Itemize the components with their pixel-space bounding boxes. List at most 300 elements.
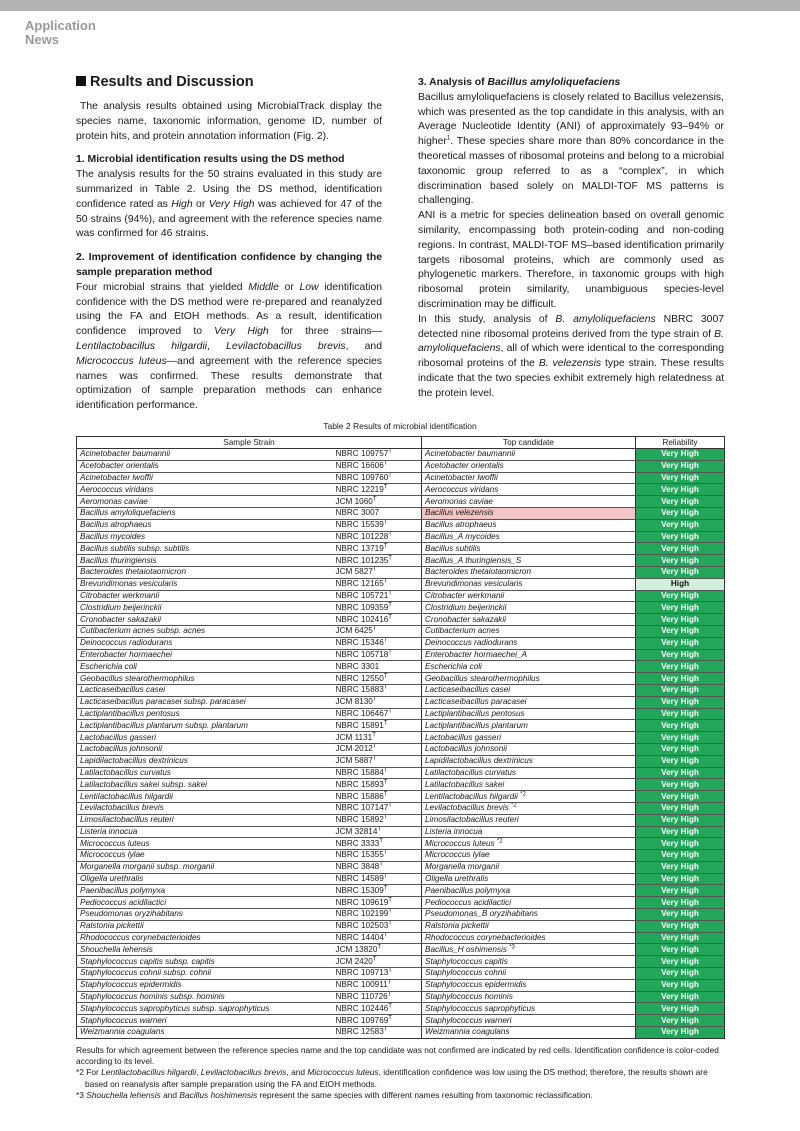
cell-strain-id: JCM $13820^T$ — [333, 944, 422, 956]
type-strain-mark: T — [383, 460, 388, 467]
type-strain-mark: T — [383, 873, 388, 880]
cell-strain-id: NBRC $101228^T$ — [333, 531, 422, 543]
table-row — [77, 519, 725, 531]
cell-sample-species: Micrococcus luteus — [77, 838, 333, 850]
cell-reliability: Very High — [636, 802, 725, 814]
cell-reliability: Very High — [636, 838, 725, 850]
cell-sample-species: Escherichia coli — [77, 661, 333, 673]
type-strain-mark: T — [388, 896, 392, 903]
table-row — [77, 897, 725, 909]
cell-strain-id: JCM $2012^T$ — [333, 743, 422, 755]
cell-sample-species: Staphylococcus capitis subsp. capitis — [77, 956, 333, 968]
cell-reliability: Very High — [636, 566, 725, 578]
cell-reliability: Very High — [636, 543, 725, 555]
cell-top-candidate: Aeromonas caviae — [422, 496, 636, 508]
cell-top-candidate: Cutibacterium acnes — [422, 625, 636, 637]
cell-top-candidate: Lapidilactobacillus dextrinicus — [422, 755, 636, 767]
type-strain-mark: T — [383, 790, 388, 797]
table-header-row — [77, 437, 725, 449]
table-row — [77, 696, 725, 708]
table-row — [77, 449, 725, 461]
cell-top-candidate: Acinetobacter lwoffii — [422, 472, 636, 484]
cell-strain-id: NBRC $110726^T$ — [333, 991, 422, 1003]
cell-reliability: Very High — [636, 649, 725, 661]
application-news-label: Application News — [25, 18, 96, 47]
cell-reliability: Very High — [636, 873, 725, 885]
cell-reliability: High — [636, 578, 725, 590]
type-strain-mark: T — [372, 625, 377, 632]
cell-reliability: Very High — [636, 708, 725, 720]
cell-strain-id: JCM $2420^T$ — [333, 956, 422, 968]
cell-reliability: Very High — [636, 531, 725, 543]
cell-strain-id: JCM $5827^T$ — [333, 566, 422, 578]
cell-top-candidate: Escherichia coli — [422, 661, 636, 673]
cell-sample-species: Lentilactobacillus hilgardii — [77, 791, 333, 803]
square-bullet-icon — [76, 76, 86, 86]
type-strain-mark: T — [383, 778, 388, 785]
cell-sample-species: Deinococcus radiodurans — [77, 637, 333, 649]
cell-top-candidate: Ralstonia pickettii — [422, 920, 636, 932]
cell-sample-species: Latilactobacillus sakei subsp. sakei — [77, 779, 333, 791]
type-strain-mark: T — [388, 649, 392, 656]
cell-top-candidate: Staphylococcus warneri — [422, 1015, 636, 1027]
cell-strain-id: NBRC $106467^T$ — [333, 708, 422, 720]
cell-sample-species: Bacillus subtilis subsp. subtilis — [77, 543, 333, 555]
cell-reliability: Very High — [636, 555, 725, 567]
cell-top-candidate: Staphylococcus saprophyticus — [422, 1003, 636, 1015]
table-row — [77, 637, 725, 649]
cell-reliability: Very High — [636, 1027, 725, 1039]
cell-strain-id: NBRC $3333^T$ — [333, 838, 422, 850]
type-strain-mark: T — [372, 495, 377, 502]
cell-top-candidate: Citrobacter werkmanii — [422, 590, 636, 602]
table-row — [77, 956, 725, 968]
table-row — [77, 873, 725, 885]
table-caption: Table 2 Results of microbial identification — [323, 421, 477, 431]
cell-reliability: Very High — [636, 673, 725, 685]
cell-strain-id: JCM $8130^T$ — [333, 696, 422, 708]
footnote-mark: *3 — [509, 944, 515, 951]
cell-reliability: Very High — [636, 614, 725, 626]
type-strain-mark: T — [383, 814, 388, 821]
cell-reliability: Very High — [636, 991, 725, 1003]
cell-sample-species: Bacillus thuringiensis — [77, 555, 333, 567]
left-column — [76, 72, 382, 414]
cell-reliability: Very High — [636, 484, 725, 496]
cell-reliability: Very High — [636, 460, 725, 472]
table-row — [77, 826, 725, 838]
table-row — [77, 578, 725, 590]
type-strain-mark: T — [388, 708, 392, 715]
cell-reliability: Very High — [636, 956, 725, 968]
type-strain-mark: T — [377, 944, 382, 951]
cell-reliability: Very High — [636, 496, 725, 508]
cell-top-candidate: Lactobacillus gasseri — [422, 732, 636, 744]
cell-reliability: Very High — [636, 861, 725, 873]
type-strain-mark: T — [383, 578, 388, 585]
table-row — [77, 814, 725, 826]
cell-top-candidate: Acetobacter orientalis — [422, 460, 636, 472]
cell-strain-id: NBRC $109713^T$ — [333, 968, 422, 980]
cell-sample-species: Morganella morganii subsp. morganii — [77, 861, 333, 873]
top-bar — [0, 0, 800, 11]
table-row — [77, 944, 725, 956]
cell-top-candidate: Bacillus subtilis — [422, 543, 636, 555]
table-row — [77, 625, 725, 637]
cell-strain-id: NBRC $105721^T$ — [333, 590, 422, 602]
cell-top-candidate: Listeria innocua — [422, 826, 636, 838]
cell-sample-species: Ralstonia pickettii — [77, 920, 333, 932]
cell-top-candidate: Limosilactobacillus reuteri — [422, 814, 636, 826]
table-row — [77, 968, 725, 980]
cell-sample-species: Lactobacillus johnsonii — [77, 743, 333, 755]
cell-sample-species: Staphylococcus cohnii subsp. cohnii — [77, 968, 333, 980]
cell-top-candidate: Latilactobacillus curvatus — [422, 767, 636, 779]
cell-reliability: Very High — [636, 826, 725, 838]
table-row — [77, 460, 725, 472]
cell-sample-species: Cutibacterium acnes subsp. acnes — [77, 625, 333, 637]
subsection-3-paragraph-2: ANI is a metric for species delineation based on overall genomic similarity, encompassing both protein-coding and non-coding regions. In contrast, MALDI-TOF MS–based identification primarily targets ribosomal proteins, which are commonly used as phylogenetic markers. Therefore, in taxonomic groups with high ribosomal protein similarity, unambiguous species-level discrimination may be difficult. — [418, 210, 724, 310]
cell-sample-species: Bacteroides thetaiotaomicron — [77, 566, 333, 578]
cell-top-candidate: Paenibacillus polymyxa — [422, 885, 636, 897]
cell-strain-id: NBRC $15884^T$ — [333, 767, 422, 779]
cell-reliability: Very High — [636, 897, 725, 909]
cell-sample-species: Paenibacillus polymyxa — [77, 885, 333, 897]
cell-reliability: Very High — [636, 696, 725, 708]
type-strain-mark: T — [383, 637, 388, 644]
cell-strain-id: JCM $1131^T$ — [333, 732, 422, 744]
cell-sample-species: Acetobacter orientalis — [77, 460, 333, 472]
type-strain-mark: T — [388, 554, 392, 561]
table-row — [77, 614, 725, 626]
cell-strain-id: NBRC $12550^T$ — [333, 673, 422, 685]
table-row — [77, 484, 725, 496]
type-strain-mark: T — [383, 543, 388, 550]
type-strain-mark: T — [383, 932, 388, 939]
cell-reliability: Very High — [636, 720, 725, 732]
table-row — [77, 802, 725, 814]
cell-strain-id: NBRC $14589^T$ — [333, 873, 422, 885]
type-strain-mark: T — [388, 590, 392, 597]
table-row — [77, 838, 725, 850]
subsection-2-paragraph: Four microbial strains that yielded Middle or Low identification confidence with the DS method were re-prepared and reanalyzed using the FA and EtOH methods. As a result, identification confidence improved to Very High for three strains—Lentilactobacillus hilgardii, Levilactobacillus brevis, and Micrococcus luteus—and agreement with the reference species names was confirmed. These results demonstrate that optimization of sample preparation methods can enhance identification performance. — [76, 281, 383, 412]
table-row — [77, 767, 725, 779]
type-strain-mark: T — [388, 613, 392, 620]
cell-strain-id: NBRC $15539^T$ — [333, 519, 422, 531]
cell-sample-species: Bacillus atrophaeus — [77, 519, 333, 531]
intro-paragraph: The analysis results obtained using MicrobialTrack display the species name, taxonomic information, genome ID, number of protein hits, and protein annotation information (Fig. 2). — [76, 101, 382, 142]
cell-top-candidate: Staphylococcus epidermidis — [422, 979, 636, 991]
table-notes — [76, 1045, 724, 1101]
cell-top-candidate: Bacillus_A thuringiensis_S — [422, 555, 636, 567]
cell-top-candidate: Pediococcus acidilactici — [422, 897, 636, 909]
cell-top-candidate: Rhodococcus corynebacterioides — [422, 932, 636, 944]
cell-sample-species: Enterobacter hormaechei — [77, 649, 333, 661]
cell-strain-id: NBRC $109769^T$ — [333, 1015, 422, 1027]
cell-sample-species: Lacticaseibacillus paracasei subsp. paracasei — [77, 696, 333, 708]
cell-sample-species: Acinetobacter lwoffii — [77, 472, 333, 484]
cell-top-candidate: Staphylococcus hominis — [422, 991, 636, 1003]
cell-top-candidate: Lactiplantibacillus pentosus — [422, 708, 636, 720]
cell-top-candidate: Cronobacter sakazakii — [422, 614, 636, 626]
type-strain-mark: T — [372, 755, 377, 762]
cell-strain-id: NBRC $16606^T$ — [333, 460, 422, 472]
cell-sample-species: Acinetobacter baumannii — [77, 449, 333, 461]
cell-sample-species: Aerococcus viridans — [77, 484, 333, 496]
cell-reliability: Very High — [636, 743, 725, 755]
cell-strain-id: NBRC $12583^T$ — [333, 1027, 422, 1039]
type-strain-mark: T — [383, 484, 388, 491]
cell-reliability: Very High — [636, 885, 725, 897]
cell-reliability: Very High — [636, 767, 725, 779]
cell-reliability: Very High — [636, 909, 725, 921]
cell-strain-id: NBRC $102416^T$ — [333, 614, 422, 626]
cell-strain-id: NBRC $102503^T$ — [333, 920, 422, 932]
table-row — [77, 991, 725, 1003]
cell-reliability: Very High — [636, 1003, 725, 1015]
cell-strain-id: NBRC 3007 — [333, 507, 422, 519]
table-row — [77, 708, 725, 720]
subsection-3-paragraph-1: Bacillus amyloliquefaciens is closely related to Bacillus velezensis, which was presented as the top candidate in this analysis, with an Average Nucleotide Identity (ANI) of approximately 93–94% or higher$^1$. These species share more than 80% concordance in the theoretical masses of ribosomal proteins and belong to a microbial taxonomic group referred to as a “complex”, in which discrimination based solely on MALDI-TOF MS patterns is challenging. — [418, 91, 724, 207]
cell-sample-species: Brevundimonas vesicularis — [77, 578, 333, 590]
type-strain-mark: T — [388, 1003, 392, 1010]
cell-reliability: Very High — [636, 507, 725, 519]
type-strain-mark: T — [388, 472, 392, 479]
cell-strain-id: NBRC $102199^T$ — [333, 909, 422, 921]
type-strain-mark: T — [388, 967, 392, 974]
cell-reliability: Very High — [636, 684, 725, 696]
type-strain-mark: T — [372, 566, 377, 573]
cell-top-candidate: Weizmannia coagulans — [422, 1027, 636, 1039]
cell-top-candidate: Lacticaseibacillus casei — [422, 684, 636, 696]
table-row — [77, 850, 725, 862]
cell-sample-species: Weizmannia coagulans — [77, 1027, 333, 1039]
cell-reliability: Very High — [636, 637, 725, 649]
cell-sample-species: Pseudomonas oryzihabitans — [77, 909, 333, 921]
header-reliability: Reliability — [636, 437, 725, 449]
table-row — [77, 720, 725, 732]
cell-sample-species: Lapidilactobacillus dextrinicus — [77, 755, 333, 767]
subsection-1-title: 1. Microbial identification results using the DS method — [76, 154, 345, 166]
type-strain-mark: T — [388, 908, 392, 915]
subsection-1-paragraph: The analysis results for the 50 strains evaluated in this study are summarized in Table 2. Using the DS method, identification confidence rated as High or Very High was achieved for 47 of the 50 strains (94%), and agreement with the reference species name was confirmed for 46 strains. — [76, 169, 383, 240]
table-row — [77, 979, 725, 991]
cell-reliability: Very High — [636, 472, 725, 484]
cell-strain-id: NBRC $15883^T$ — [333, 684, 422, 696]
cell-reliability: Very High — [636, 602, 725, 614]
cell-sample-species: Lacticaseibacillus casei — [77, 684, 333, 696]
table-row — [77, 507, 725, 519]
table-row — [77, 566, 725, 578]
table-row — [77, 661, 725, 673]
table-row — [77, 590, 725, 602]
cell-strain-id: NBRC $12165^T$ — [333, 578, 422, 590]
cell-strain-id: NBRC $102446^T$ — [333, 1003, 422, 1015]
table-row — [77, 885, 725, 897]
cell-top-candidate: Oligella urethralis — [422, 873, 636, 885]
cell-sample-species: Cronobacter sakazakii — [77, 614, 333, 626]
table-row — [77, 909, 725, 921]
cell-reliability: Very High — [636, 814, 725, 826]
cell-sample-species: Listeria innocua — [77, 826, 333, 838]
cell-top-candidate: Bacillus_A mycoides — [422, 531, 636, 543]
type-strain-mark: T — [372, 731, 376, 738]
cell-reliability: Very High — [636, 732, 725, 744]
type-strain-mark: T — [383, 672, 388, 679]
footnote-mark: *2 — [520, 790, 526, 797]
cell-sample-species: Staphylococcus hominis subsp. hominis — [77, 991, 333, 1003]
table-row — [77, 791, 725, 803]
table-row — [77, 920, 725, 932]
cell-sample-species: Micrococcus lylae — [77, 850, 333, 862]
table-row — [77, 531, 725, 543]
subsection-3-paragraph-3: In this study, analysis of B. amyloliquefaciens NBRC 3007 detected nine ribosomal proteins derived from the type strain of B. amyloliquefaciens, all of which were identical to the corresponding ribosomal proteins of the B. velezensis type strain. These results indicate that the two species exhibit extremely high relatedness at the protein level. — [418, 313, 725, 399]
results-table — [76, 436, 725, 1039]
cell-sample-species: Staphylococcus epidermidis — [77, 979, 333, 991]
cell-strain-id: NBRC $15309^T$ — [333, 885, 422, 897]
table-row — [77, 732, 725, 744]
cell-reliability: Very High — [636, 791, 725, 803]
cell-top-candidate: Levilactobacillus brevis $^{*2}$ — [422, 802, 636, 814]
cell-reliability: Very High — [636, 1015, 725, 1027]
table-body — [77, 449, 725, 1039]
type-strain-mark: T — [388, 531, 392, 538]
table-row — [77, 1015, 725, 1027]
type-strain-mark: T — [383, 767, 388, 774]
cell-reliability: Very High — [636, 625, 725, 637]
cell-strain-id: NBRC $107147^T$ — [333, 802, 422, 814]
cell-top-candidate: Latilactobacillus sakei — [422, 779, 636, 791]
cell-top-candidate: Deinococcus radiodurans — [422, 637, 636, 649]
cell-top-candidate: Bacillus_H oshimensis $^{*3}$ — [422, 944, 636, 956]
cell-sample-species: Lactobacillus gasseri — [77, 732, 333, 744]
cell-top-candidate: Morganella morganii — [422, 861, 636, 873]
cell-top-candidate: Aerococcus viridans — [422, 484, 636, 496]
cell-strain-id: JCM $6425^T$ — [333, 625, 422, 637]
cell-reliability: Very High — [636, 449, 725, 461]
right-column — [418, 76, 724, 402]
cell-sample-species: Oligella urethralis — [77, 873, 333, 885]
cell-sample-species: Limosilactobacillus reuteri — [77, 814, 333, 826]
table-row — [77, 555, 725, 567]
cell-sample-species: Rhodococcus corynebacterioides — [77, 932, 333, 944]
type-strain-mark: T — [383, 885, 388, 892]
type-strain-mark: T — [383, 684, 388, 691]
cell-strain-id: NBRC $15893^T$ — [333, 779, 422, 791]
cell-strain-id: NBRC $14404^T$ — [333, 932, 422, 944]
cell-reliability: Very High — [636, 590, 725, 602]
table-row — [77, 649, 725, 661]
cell-sample-species: Lactiplantibacillus pentosus — [77, 708, 333, 720]
footnote-mark: *2 — [496, 837, 503, 844]
cell-reliability: Very High — [636, 850, 725, 862]
type-strain-mark: T — [388, 802, 392, 809]
cell-sample-species: Geobacillus stearothermophilus — [77, 673, 333, 685]
cell-strain-id: NBRC $101235^T$ — [333, 555, 422, 567]
type-strain-mark: T — [388, 1014, 392, 1021]
table-row — [77, 602, 725, 614]
header-sample-strain: Sample Strain — [77, 437, 422, 449]
table-row — [77, 932, 725, 944]
cell-sample-species: Lactiplantibacillus plantarum subsp. plantarum — [77, 720, 333, 732]
type-strain-mark: T — [383, 719, 388, 726]
cell-top-candidate: Geobacillus stearothermophilus — [422, 673, 636, 685]
cell-strain-id: NBRC $15892^T$ — [333, 814, 422, 826]
subsection-2-title: 2. Improvement of identification confidence by changing the sample preparation method — [76, 252, 382, 278]
table-row — [77, 673, 725, 685]
table-row — [77, 496, 725, 508]
note-3: *3 Shouchella lehensis and Bacillus hoshimensis represent the same species with different names resulting from taxonomic reclassification. — [76, 1089, 593, 1100]
cell-sample-species: Aeromonas caviae — [77, 496, 333, 508]
cell-strain-id: NBRC 3301 — [333, 661, 422, 673]
cell-top-candidate: Lentilactobacillus hilgardii $^{*2}$ — [422, 791, 636, 803]
type-strain-mark: T — [372, 696, 377, 703]
type-strain-mark: T — [388, 448, 392, 455]
note-2: *2 For Lentilactobacillus hilgardii, Levilactobacillus brevis, and Micrococcus luteus, identification confidence was low using the DS method; therefore, the results shown are based on reanalysis after sample preparation using the FA and EtOH methods. — [76, 1067, 708, 1089]
cell-strain-id: NBRC $109619^T$ — [333, 897, 422, 909]
cell-reliability: Very High — [636, 920, 725, 932]
section-title: Results and Discussion — [76, 72, 382, 92]
type-strain-mark: T — [379, 861, 383, 868]
note-1: Results for which agreement between the reference species name and the top candidate was not confirmed are indicated by red cells. Identification confidence is color-coded according to its level. — [76, 1045, 719, 1067]
cell-reliability: Very High — [636, 755, 725, 767]
cell-top-candidate: Lacticaseibacillus paracasei — [422, 696, 636, 708]
cell-strain-id: NBRC $109359^T$ — [333, 602, 422, 614]
cell-strain-id: NBRC $109760^T$ — [333, 472, 422, 484]
cell-strain-id: NBRC $15355^T$ — [333, 850, 422, 862]
cell-strain-id: JCM $32814^T$ — [333, 826, 422, 838]
cell-top-candidate: Staphylococcus capitis — [422, 956, 636, 968]
cell-top-candidate: Lactobacillus johnsonii — [422, 743, 636, 755]
table-row — [77, 755, 725, 767]
cell-top-candidate: Pseudomonas_B oryzihabitans — [422, 909, 636, 921]
subsection-3-title: 3. Analysis of Bacillus amyloliquefaciens — [418, 77, 621, 88]
type-strain-mark: T — [379, 837, 383, 844]
cell-strain-id: NBRC $3848^T$ — [333, 861, 422, 873]
type-strain-mark: T — [383, 849, 388, 856]
cell-strain-id: NBRC $15886^T$ — [333, 791, 422, 803]
cell-strain-id: JCM $5887^T$ — [333, 755, 422, 767]
type-strain-mark: T — [372, 743, 377, 750]
cell-strain-id: NBRC $100911^T$ — [333, 979, 422, 991]
cell-top-candidate: Staphylococcus cohnii — [422, 968, 636, 980]
cell-top-candidate: Bacillus velezensis — [422, 507, 636, 519]
cell-strain-id: NBRC $12219^T$ — [333, 484, 422, 496]
cell-top-candidate: Micrococcus lylae — [422, 850, 636, 862]
cell-top-candidate: Enterobacter hormaechei_A — [422, 649, 636, 661]
cell-reliability: Very High — [636, 979, 725, 991]
cell-reliability: Very High — [636, 661, 725, 673]
table-row — [77, 684, 725, 696]
cell-sample-species: Bacillus amyloliquefaciens — [77, 507, 333, 519]
cell-sample-species: Pediococcus acidilactici — [77, 897, 333, 909]
cell-reliability: Very High — [636, 779, 725, 791]
table-row — [77, 1003, 725, 1015]
cell-reliability: Very High — [636, 944, 725, 956]
cell-reliability: Very High — [636, 519, 725, 531]
type-strain-mark: T — [372, 955, 377, 962]
cell-sample-species: Clostridium beijerinckii — [77, 602, 333, 614]
cell-sample-species: Staphylococcus warneri — [77, 1015, 333, 1027]
type-strain-mark: T — [383, 1026, 388, 1033]
cell-top-candidate: Lactiplantibacillus plantarum — [422, 720, 636, 732]
type-strain-mark: T — [388, 602, 392, 609]
cell-strain-id: NBRC $109757^T$ — [333, 449, 422, 461]
type-strain-mark: T — [383, 519, 388, 526]
type-strain-mark: T — [388, 920, 392, 927]
table-row — [77, 743, 725, 755]
cell-strain-id: NBRC $13719^T$ — [333, 543, 422, 555]
